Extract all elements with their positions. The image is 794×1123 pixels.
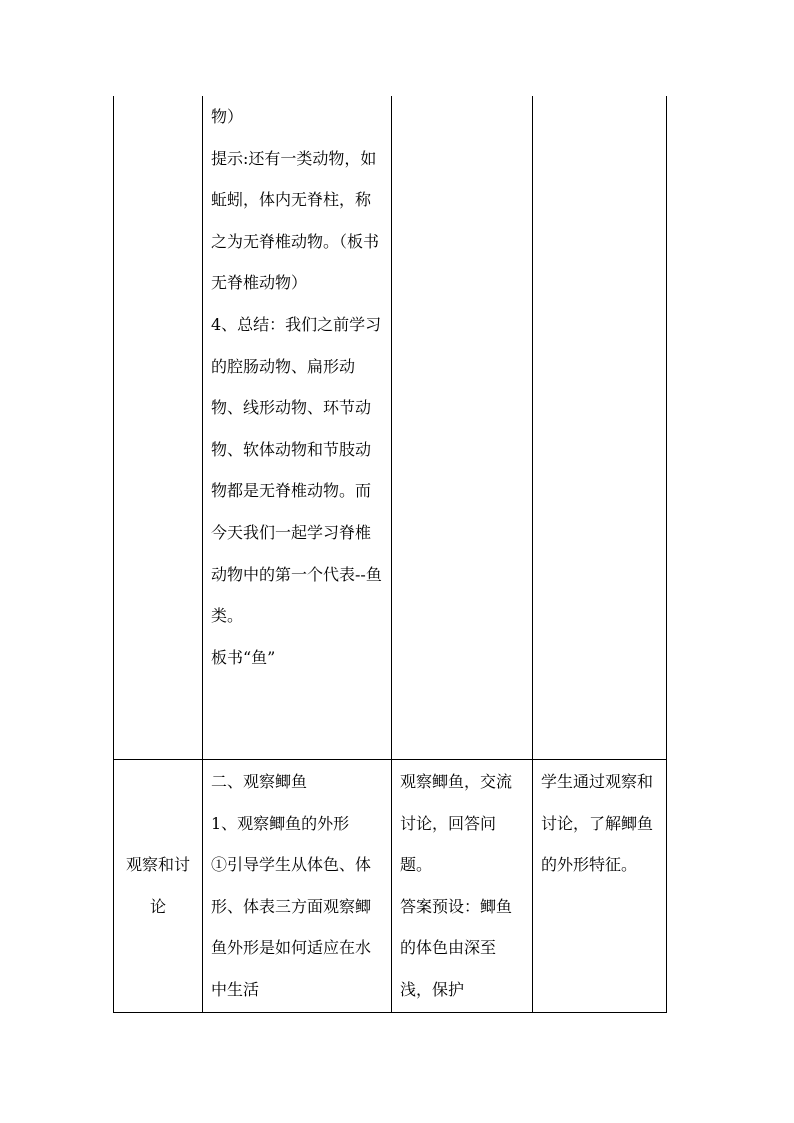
student-activity-cell [392,96,533,760]
student-paragraph: 答案预设：鲫鱼的体色由深至浅，保护 [400,896,513,999]
teacher-paragraph: 1、观察鲫鱼的外形 [211,813,350,833]
table-row [114,760,667,1013]
teacher-activity-cell [203,96,392,760]
teacher-paragraph: 板书“鱼” [211,647,276,667]
teacher-activity-cell [203,760,392,1013]
stage-cell [114,96,203,760]
design-intent-cell [533,760,667,1013]
table-row [114,96,667,760]
stage-label: 观察和讨论 [126,855,191,916]
design-intent-cell [533,96,667,760]
teacher-paragraph: 提示:还有一类动物，如蚯蚓，体内无脊柱，称之为无脊椎动物。（板书无脊椎动物） [211,148,380,293]
teacher-paragraph: 4、总结：我们之前学习的腔肠动物、扁形动物、线形动物、环节动物、软体动物和节肢动物都是无脊椎动物。而今天我们一起学习脊椎动物中的第一个代表--鱼类。 [211,314,382,626]
student-activity-cell [392,760,533,1013]
student-paragraph: 观察鲫鱼，交流讨论，回答问题。 [400,772,513,875]
design-intent-paragraph: 学生通过观察和讨论，了解鲫鱼的外形特征。 [541,772,654,875]
stage-cell [114,760,203,1013]
lesson-plan-table [113,96,667,1013]
teacher-paragraph: 二、观察鲫鱼 [211,772,308,791]
teacher-paragraph: ①引导学生从体色、体形、体表三方面观察鲫鱼外形是如何适应在水中生活 [211,855,372,999]
teacher-paragraph: 物） [211,107,244,126]
